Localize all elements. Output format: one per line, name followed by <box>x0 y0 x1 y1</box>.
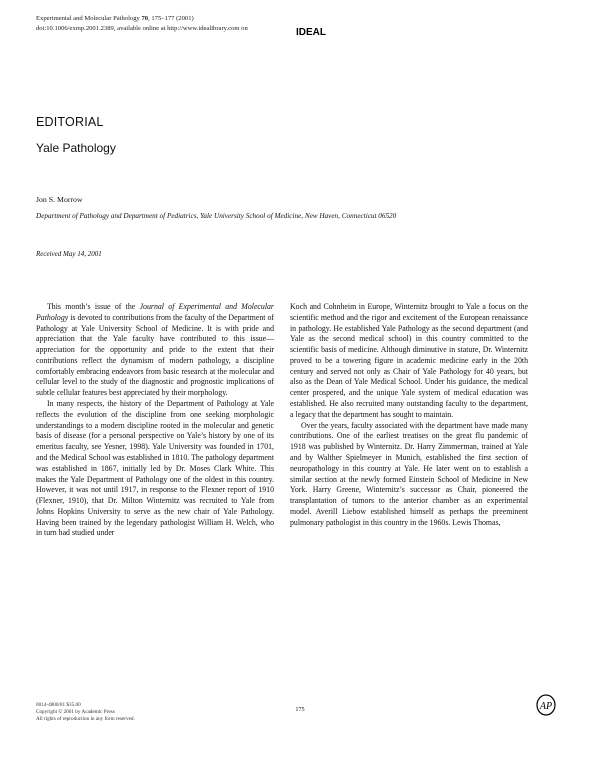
paragraph-1 <box>36 302 274 399</box>
issn-price: 0014-4800/01 $35.00 <box>36 702 81 708</box>
running-header <box>36 14 248 34</box>
author-affiliation: Department of Pathology and Department of Pediatrics, Yale University School of Medicine, New Haven, Connecticut 06520 <box>36 212 397 220</box>
academic-press-logo-text: AP <box>539 701 553 712</box>
author-name: Jon S. Morrow <box>36 195 83 204</box>
journal-volume: 70 <box>141 15 149 22</box>
doi-line: doi:10.1006/exmp.2001.2389, available online at http://www.idealibrary.com on <box>36 25 248 32</box>
paragraph-1-start: This month’s issue of the <box>47 302 140 311</box>
paragraph-3: Over the years, faculty associated with the department have made many contributions. One of the earliest treatises on the great flu pandemic of 1918 was published by Winternitz. Dr. Harry Zimmerman, trained at Yale and by Walther Spielmeyer in Munich, established the first section of neuropathology in this country at Yale. He later went on to establish a similar section at the newly formed Einstein School of Medicine in New York. Harry Greene, Winternitz’s successor as Chair, pioneered the transplantation of tumors to the anterior chamber as an experimental model. Averill Liebow established himself as perhaps the preeminent pulmonary pathologist in this country in the 1960s. Lewis Thomas, <box>290 420 528 527</box>
paragraph-1-end: is devoted to contributions from the faculty of the Department of Pathology at Yale University School of Medicine. It is with pride and appreciation that the Yale faculty have contributed to this issue—appreciation for the opportunity and pride to the extent that their contributions reflect the dynamism of modern pathology, a discipline comfortably embracing endeavors from basic research at the molecular and cellular level to the study of the diagnostic and prognostic implications of subtle cellular features best appreciated by their morphology. <box>36 312 274 398</box>
body-column-left <box>36 302 274 539</box>
section-label: EDITORIAL <box>36 115 104 129</box>
ideal-logo-text: IDEAL <box>296 27 326 37</box>
journal-pages: , 175–177 (2001) <box>148 15 194 22</box>
article-title: Yale Pathology <box>36 141 116 155</box>
rights-line: All rights of reproduction in any form reserved. <box>36 716 135 723</box>
paragraph-2-continued: Koch and Cohnheim in Europe, Winternitz brought to Yale a focus on the scientific method and the rigor and excitement of the European renaissance in pathology. He established Yale Pathology as the second department (and Yale as the second medical school) in this country committed to the scientific basis of medicine. Although diminutive in stature, Dr. Winternitz proved to be a towering figure in academic medicine early in the 20th century and served not only as Chair of Yale Pathology for 40 years, but also as the Dean of Yale Medical School. Under his guidance, the medical center prospered, and the unique Yale system of medical education was established. He also recruited many outstanding faculty to the department, a legacy that the department has sought to maintain. <box>290 302 528 419</box>
journal-name: Experimental and Molecular Pathology <box>36 15 140 22</box>
received-date: Received May 14, 2001 <box>36 250 102 258</box>
body-column-right <box>290 302 528 528</box>
academic-press-logo-icon <box>536 694 556 716</box>
paragraph-2: In many respects, the history of the Department of Pathology at Yale reflects the evolution of the discipline from one seeking morphologic understandings to a modern discipline rooted in the molecular and genetic basis of disease (for a personal perspective on Yale’s history by one of its emeritus faculty, see Yesner, 1998). Yale University was founded in 1701, and the Medical School was established in 1810. The pathology department was established in 1867, initially led by Dr. Moses Clark White. This makes the Yale Department of Pathology one of the oldest in this country. However, it was not until 1917, in response to the Flexner report of 1910 (Flexner, 1910), that Dr. Milton Winternitz was recruited to Yale from Johns Hopkins University to serve as the new chair of Yale Pathology. Having been trained by the legendary pathologist William H. Welch, who in turn had studied under <box>36 399 274 538</box>
journal-title-inline: Journal of Experimental and Molecular Pathology <box>36 302 274 322</box>
journal-citation <box>36 14 248 24</box>
copyright-line: Copyright © 2001 by Academic Press <box>36 709 115 716</box>
page-number: 175 <box>295 706 305 713</box>
ideal-logo <box>296 25 342 37</box>
